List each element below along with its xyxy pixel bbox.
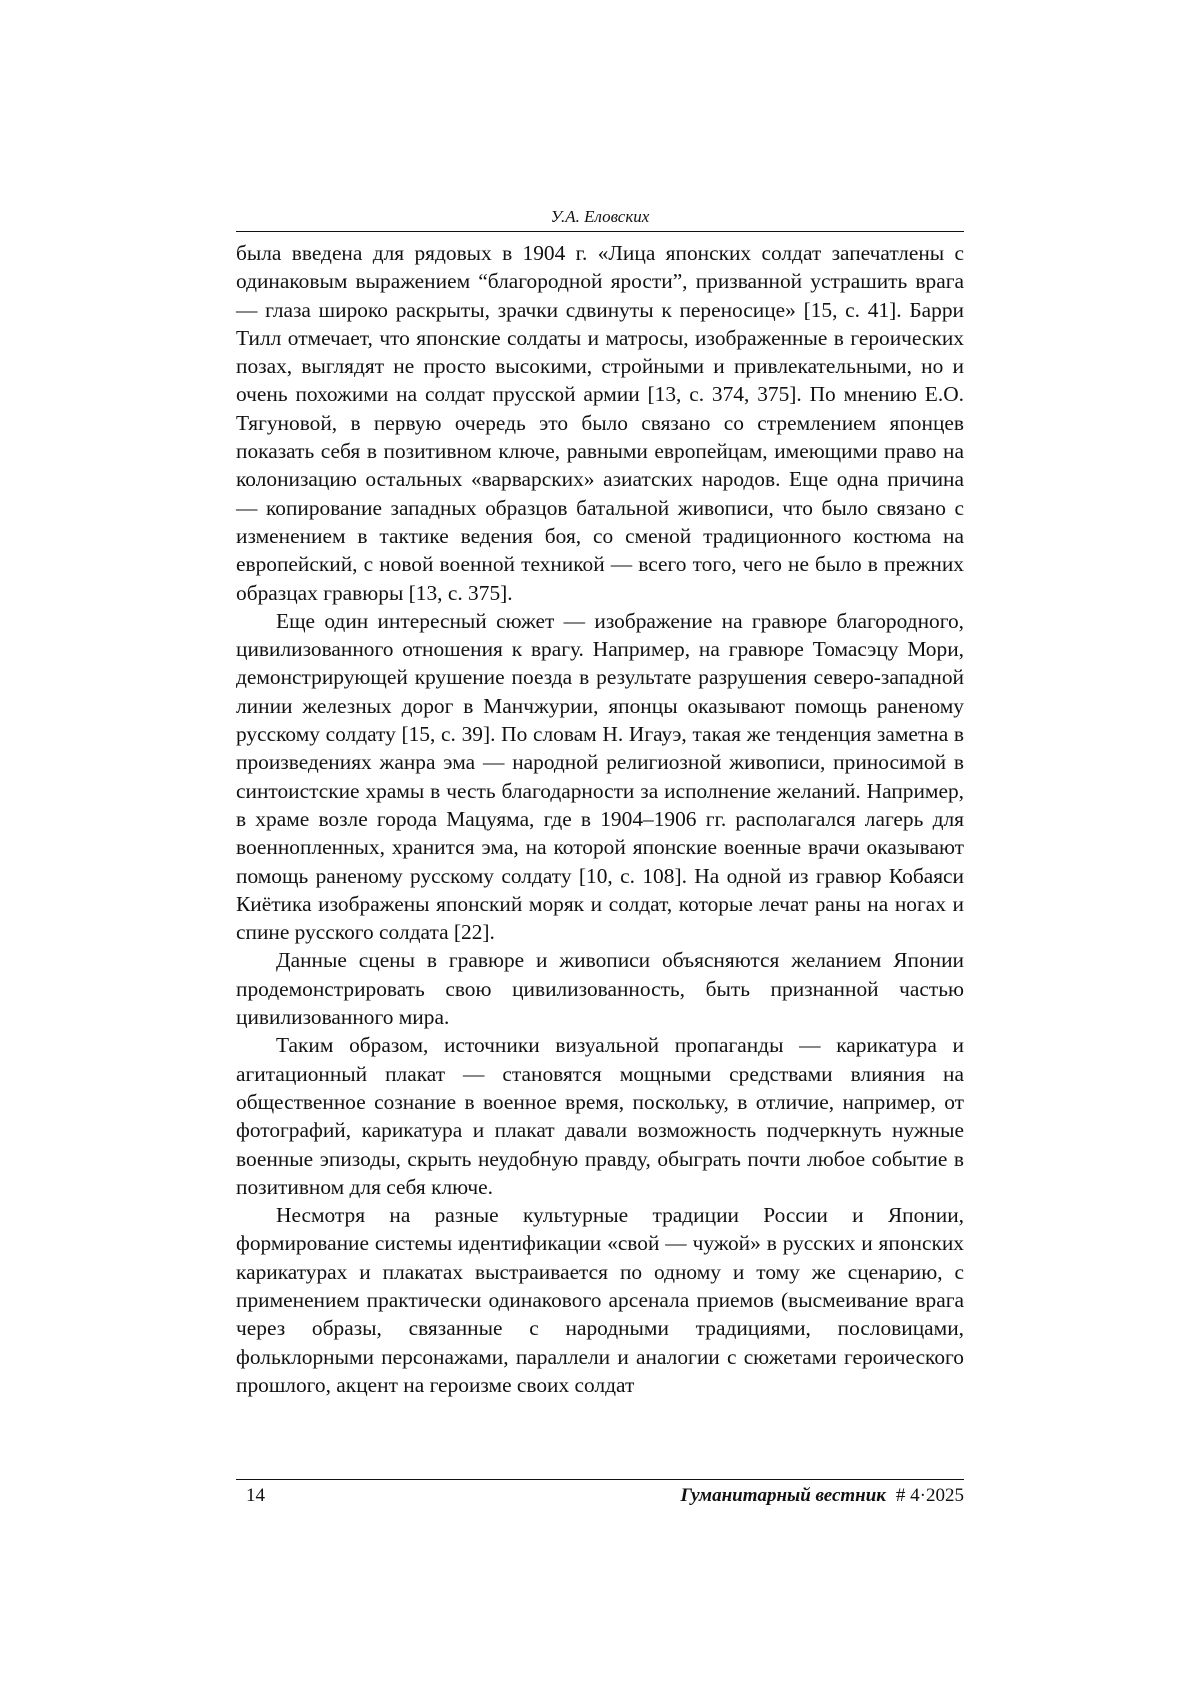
page-number: 14 [246,1485,265,1506]
paragraph: Таким образом, источники визуальной пропаганды — карикатура и агитационный плакат — становятся мощными средствами влияния на общественное сознание в военное время, поскольку, в отличие, например, от фотографий, карикатура и плакат давали возможность подчеркнуть нужные военные эпизоды, скрыть неудобную правду, обыграть почти любое событие в позитивном для себя ключе. [236,1033,964,1199]
page [236,0,964,1698]
journal-info [680,1483,964,1509]
paragraph: Данные сцены в гравюре и живописи объясняются желанием Японии продемонстрировать свою цивилизованность, быть признанной частью цивилизованного мира. [236,948,964,1030]
footer-rule [236,1479,964,1480]
journal-issue: # 4·2025 [895,1485,964,1506]
journal-title: Гуманитарный вестник [680,1485,886,1506]
header-rule [236,231,964,232]
paragraph: Еще один интересный сюжет — изображение на гравюре благородного, цивилизованного отношения к врагу. Например, на гравюре Томасэцу Мори, демонстрирующей крушение поезда в результате разрушения северо-западной линии железных дорог в Манчжурии, японцы оказывают помощь раненому русскому солдату [15, с. 39]. По словам Н. Игауэ, такая же тенденция заметна в произведениях жанра эма — народной религиозной живописи, приносимой в синтоистские храмы в честь благодарности за исполнение желаний. Например, в храме возле города Мацуяма, где в 1904–1906 гг. располагался лагерь для военнопленных, хранится эма, на которой японские военные врачи оказывают помощь раненому русскому солдату [10, с. 108]. На одной из гравюр Кобаяси Киётика изображены японский моряк и солдат, которые лечат раны на ногах и спине русского солдата [22]. [236,608,964,945]
paragraph-continued: была введена для рядовых в 1904 г. «Лица японских солдат запечатлены с одинаковым выражением “благородной ярости”, призванной устрашить врага — глаза широко раскрыты, зрачки сдвинуты к переносице» [15, с. 41]. Барри Тилл отмечает, что японские солдаты и матросы, изображенные в героических позах, выглядят не просто высокими, стройными и привлекательными, но и очень похожими на солдат прусской армии [13, с. 374, 375]. По мнению Е.О. Тягуновой, в первую очередь это было связано со стремлением японцев показать себя в позитивном ключе, равными европейцам, имеющими право на колонизацию остальных «варварских» азиатских народов. Еще одна причина — копирование западных образцов батальной живописи, что было связано с изменением в тактике ведения боя, со сменой традиционного костюма на европейский, с новой военной техникой — всего того, чего не было в прежних образцах гравюры [13, с. 375]. [236,241,964,605]
running-head-author: У.А. Еловских [550,207,650,226]
article-body [236,239,964,1399]
paragraph: Несмотря на разные культурные традиции России и Японии, формирование системы идентификации «свой — чужой» в русских и японских карикатурах и плакатах выстраивается по одному и тому же сценарию, с применением практически одинакового арсенала приемов (высмеивание врага через образы, связанные с народными традициями, пословицами, фольклорными персонажами, параллели и аналогии с сюжетами героического прошлого, акцент на героизме своих солдат [236,1203,964,1397]
page-footer [236,1483,964,1509]
